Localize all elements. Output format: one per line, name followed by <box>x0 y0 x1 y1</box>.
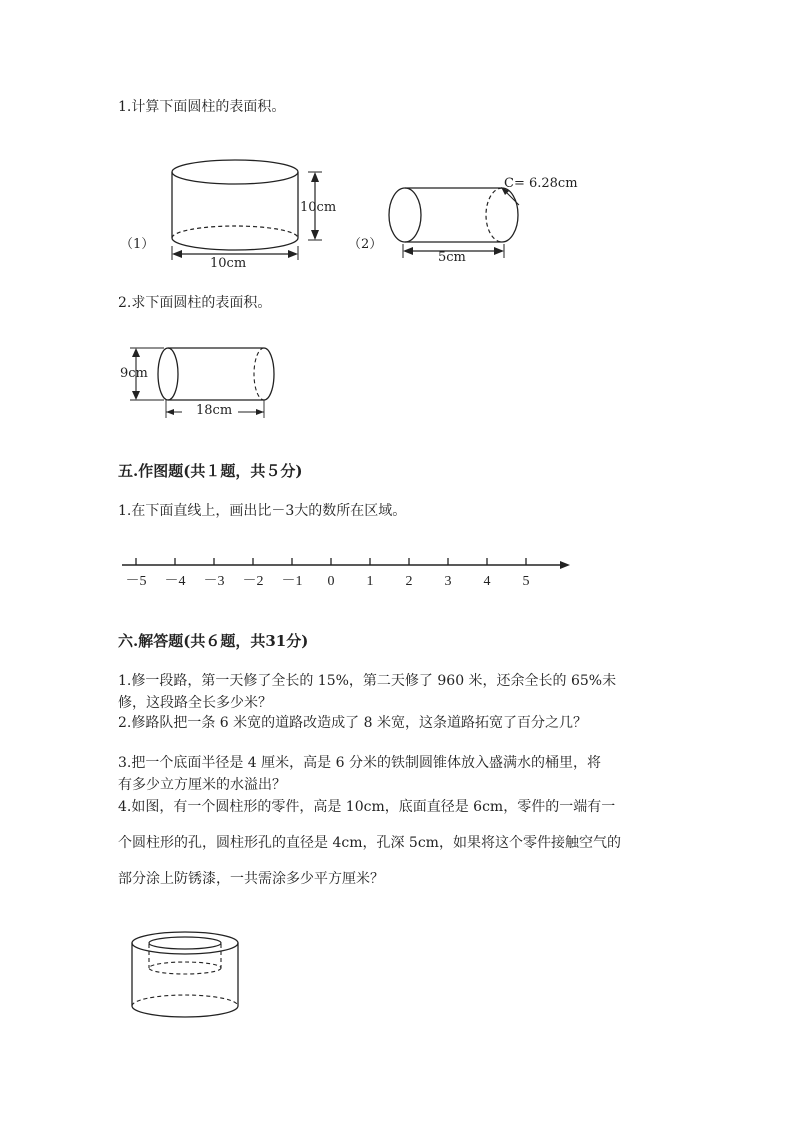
section6-heading: 六.解答题(共６题，共31分) <box>118 632 309 650</box>
section6-q4-line2: 个圆柱形的孔，圆柱形孔的直径是 4cm，孔深 5cm，如果将这个零件接触空气的 <box>118 835 621 851</box>
number-line-label: 5 <box>522 574 530 589</box>
number-line-label: 0 <box>327 574 335 589</box>
fig2-circumference-label: C= 6.28cm <box>504 176 578 191</box>
fig2-arrowhead-right <box>494 247 504 255</box>
hole-top-ellipse <box>149 937 221 949</box>
fig3-right-back <box>254 348 264 400</box>
q2-text: 2.求下面圆柱的表面积。 <box>118 295 272 311</box>
fig1-tag: （1） <box>120 237 155 252</box>
fig1-diameter-label: 10cm <box>210 256 247 271</box>
number-line-label: 3 <box>444 574 452 589</box>
number-line-label: －4 <box>164 574 186 589</box>
fig2-right-back <box>486 188 502 242</box>
fig2-tag: （2） <box>348 237 383 252</box>
hole-bottom-ellipse <box>149 962 221 974</box>
q1-text: 1.计算下面圆柱的表面积。 <box>118 99 286 115</box>
outer-top-ellipse <box>132 932 238 954</box>
number-line-arrowhead <box>560 561 570 569</box>
fig2-length-label: 5cm <box>438 250 466 265</box>
section6-q1-line2: 修，这段路全长多少米？ <box>118 695 272 711</box>
fig2-left-ellipse <box>389 188 421 242</box>
number-line-label: 2 <box>405 574 413 589</box>
number-line-label: 1 <box>366 574 374 589</box>
cylinder-with-hole-figure <box>128 928 258 1028</box>
section6-q3-line1: 3.把一个底面半径是 4 厘米，高是 6 分米的铁制圆锥体放入盛满水的桶里，将 <box>118 755 601 771</box>
section5-heading: 五.作图题(共１题，共５分) <box>118 462 303 480</box>
section6-q1-line1: 1.修一段路，第一天修了全长的 15%，第二天修了 960 米，还余全长的 65%未 <box>118 673 617 689</box>
fig3-diameter-label: 9cm <box>120 366 148 381</box>
fig1-arrowhead-left <box>172 250 182 258</box>
number-line-label: 4 <box>483 574 491 589</box>
outer-bottom-front <box>132 1006 238 1017</box>
number-line-label: －3 <box>203 574 225 589</box>
fig1-bottom-front <box>172 238 298 250</box>
outer-bottom-back <box>132 995 238 1006</box>
section6-q4-line3: 部分涂上防锈漆，一共需涂多少平方厘米？ <box>118 871 384 887</box>
fig1-bottom-back <box>172 226 298 238</box>
number-line-label: －1 <box>281 574 303 589</box>
fig1-arrowhead-down <box>311 230 319 240</box>
number-line-label: －2 <box>242 574 264 589</box>
fig1-height-label: 10cm <box>300 200 337 215</box>
fig3-left-ellipse <box>158 348 178 400</box>
section6-q3-line2: 有多少立方厘米的水溢出？ <box>118 777 286 793</box>
fig3-right-front <box>264 348 274 400</box>
number-line-label: －5 <box>125 574 147 589</box>
fig3-length-label: 18cm <box>196 403 233 418</box>
fig1-top-ellipse <box>172 160 298 184</box>
fig2-arrowhead-left <box>403 247 413 255</box>
section6-q4-line1: 4.如图，有一个圆柱形的零件，高是 10cm，底面直径是 6cm，零件的一端有一 <box>118 799 616 815</box>
number-line <box>118 552 578 592</box>
fig1-arrowhead-up <box>311 172 319 182</box>
section5-q1-text: 1.在下面直线上，画出比－3大的数所在区域。 <box>118 503 407 519</box>
section6-q2: 2.修路队把一条 6 米宽的道路改造成了 8 米宽，这条道路拓宽了百分之几？ <box>118 715 587 731</box>
fig1-arrowhead-right <box>288 250 298 258</box>
